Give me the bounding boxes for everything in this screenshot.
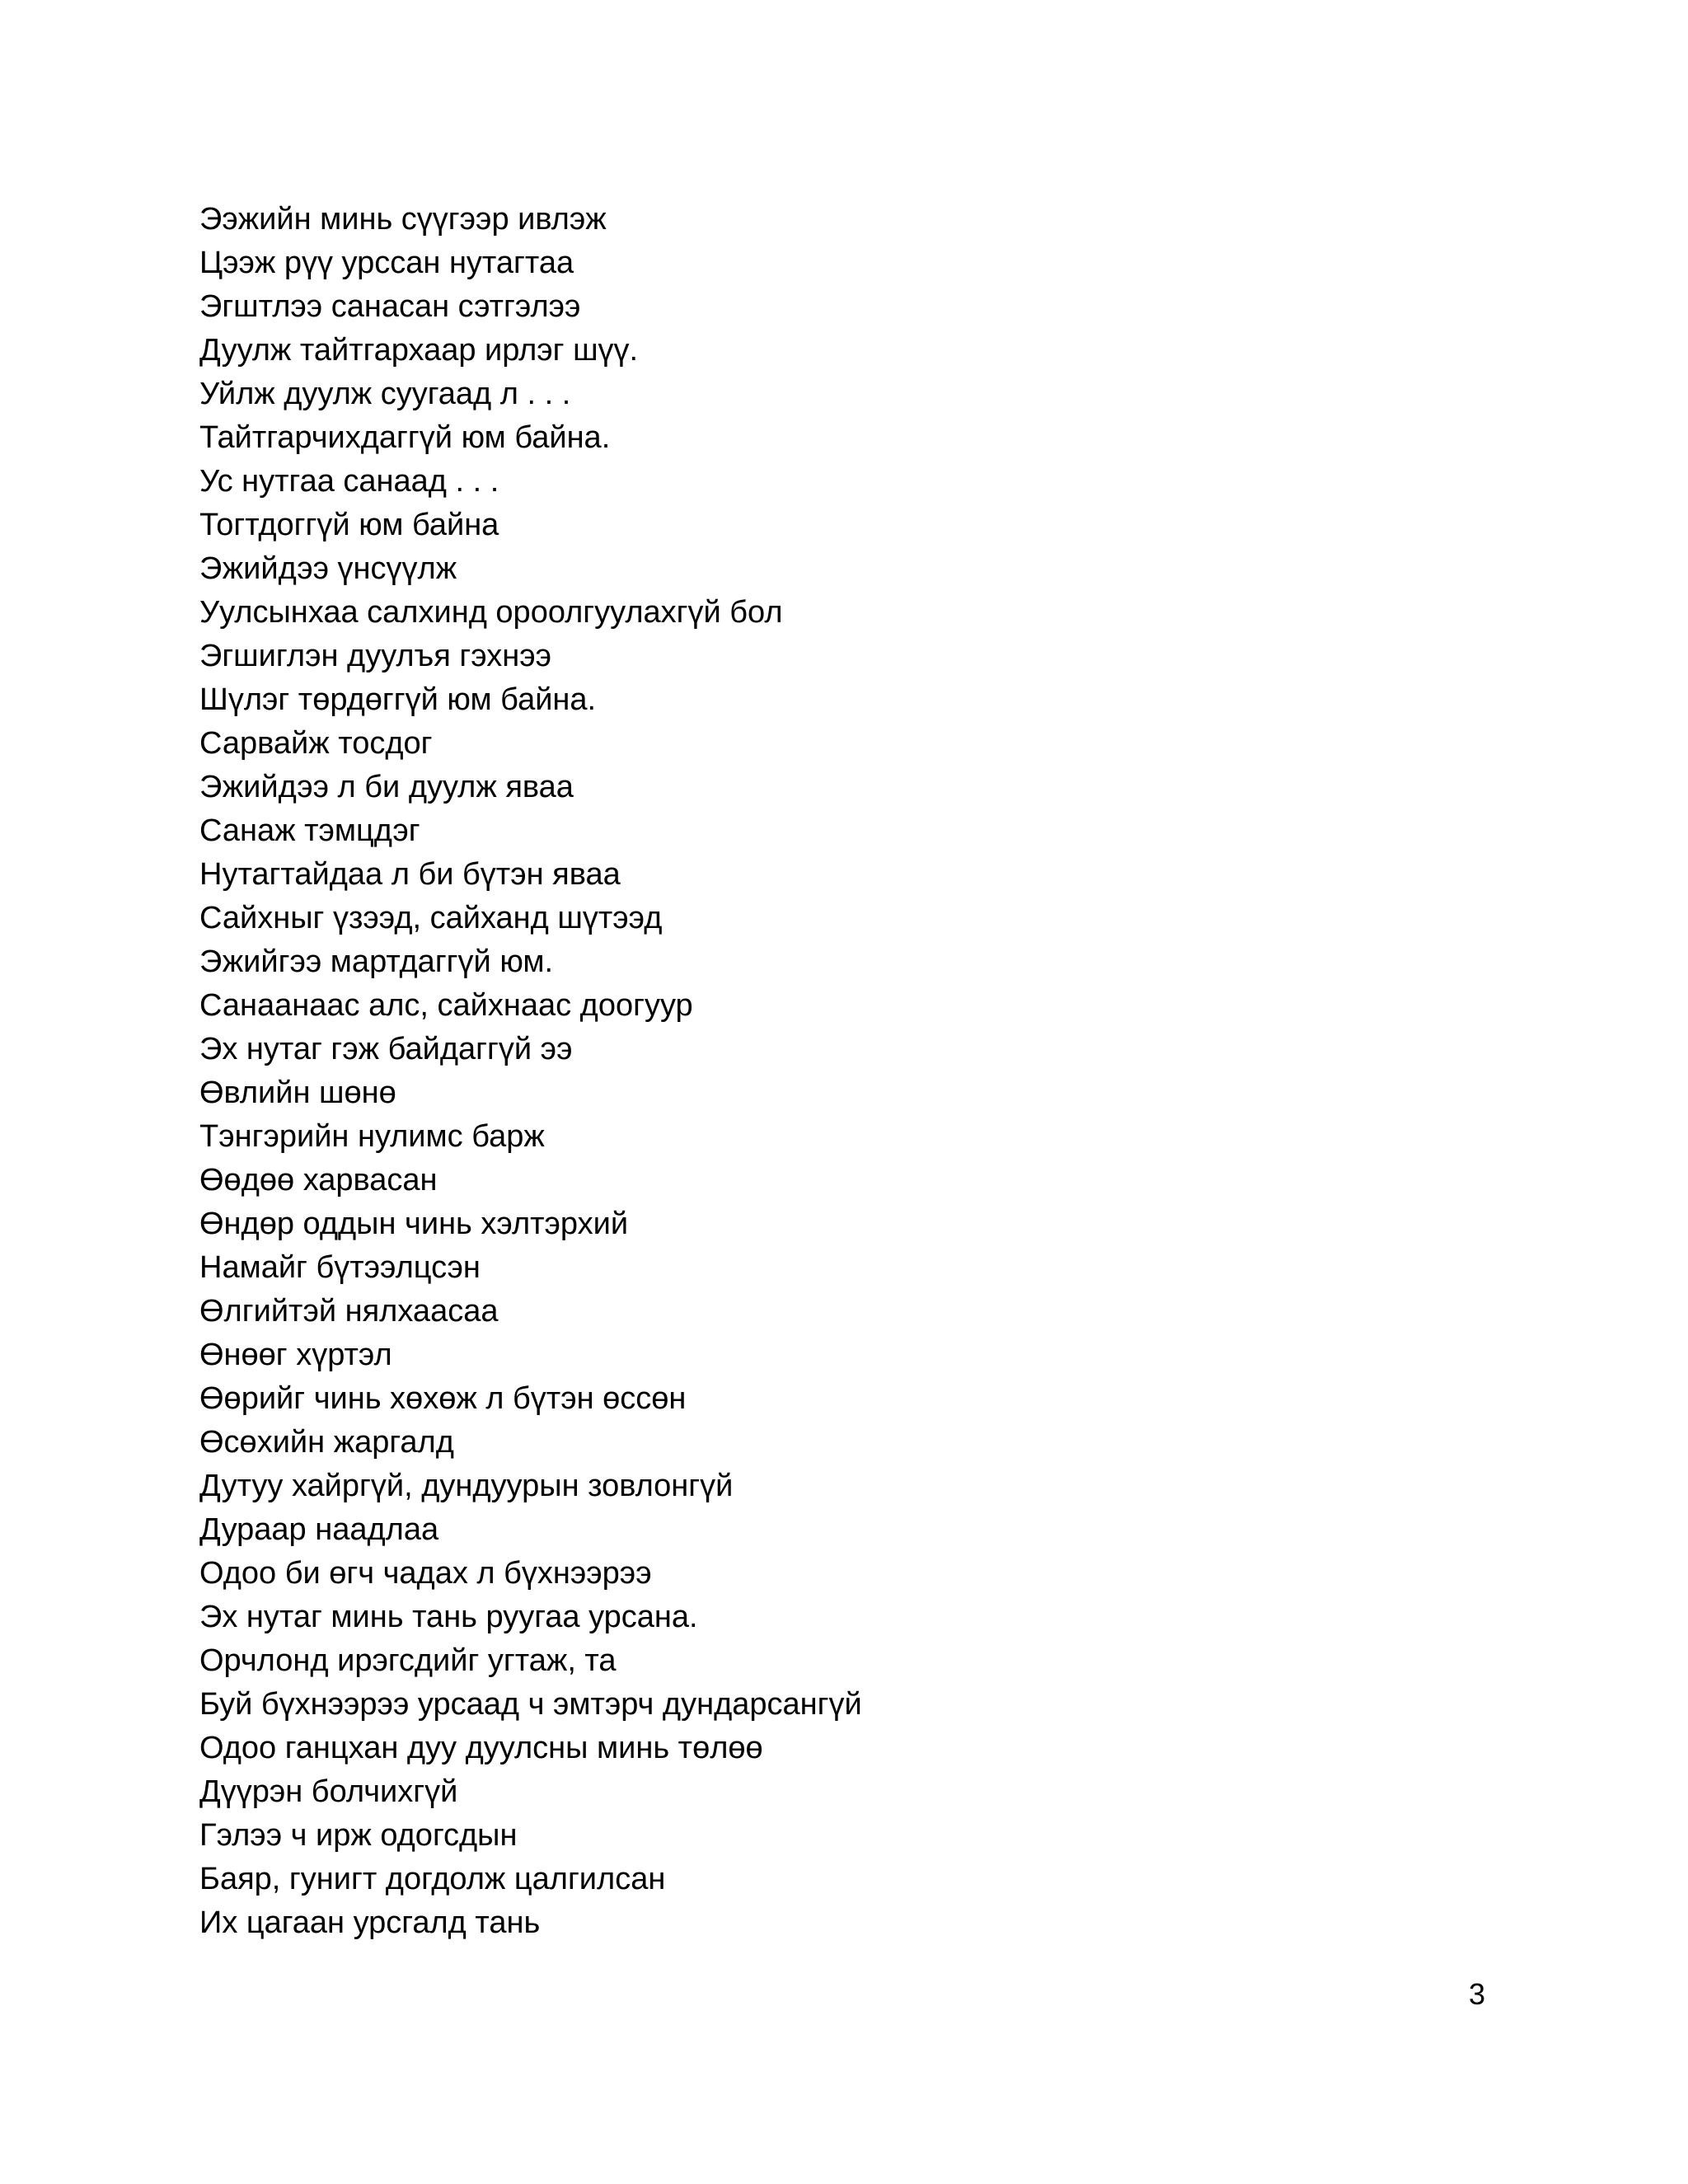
poem-line: Ээжийн минь сүүгээр ивлэж (199, 202, 607, 237)
poem-line: Дураар наадлаа (199, 1512, 439, 1547)
poem-line: Их цагаан урсгалд тань (199, 1905, 541, 1940)
poem-line: Эх нутаг минь тань руугаа урсана. (199, 1600, 698, 1634)
poem-line: Эжийгээ мартдаггүй юм. (199, 944, 554, 979)
poem-line: Буй бүхнээрээ урсаад ч эмтэрч дундарсангүй (199, 1687, 862, 1722)
poem-line: Санаж тэмцдэг (199, 813, 420, 848)
poem-line: Эх нутаг гэж байдаггүй ээ (199, 1032, 573, 1066)
poem-line: Баяр, гунигт догдолж цалгилсан (199, 1862, 666, 1896)
poem-line: Эгшиглэн дуулъя гэхнээ (199, 639, 551, 673)
poem-line: Уйлж дуулж суугаад л . . . (199, 377, 571, 411)
poem-line: Өсөхийн жаргалд (199, 1425, 454, 1460)
poem-line: Гэлээ ч ирж одогсдын (199, 1818, 518, 1853)
poem-line: Цээж рүү урссан нутагтаа (199, 246, 574, 280)
poem-line: Тэнгэрийн нулимс барж (199, 1119, 545, 1154)
poem-line: Эжийдээ үнсүүлж (199, 551, 457, 586)
poem-line: Дутуу хайргүй, дундуурын зовлонгүй (199, 1469, 734, 1503)
poem-line: Шүлэг төрдөггүй юм байна. (199, 682, 597, 717)
poem-line: Өөдөө харвасан (199, 1163, 438, 1197)
poem-line: Одоо ганцхан дуу дуулсны минь төлөө (199, 1731, 763, 1765)
poem-line: Эгштлээ санасан сэтгэлээ (199, 289, 581, 324)
poem-line: Одоо би өгч чадах л бүхнээрээ (199, 1556, 652, 1591)
poem-line: Өнөөг хүртэл (199, 1338, 392, 1372)
poem-line: Орчлонд ирэгсдийг угтаж, та (199, 1643, 617, 1678)
poem-line: Тайтгарчихдаггүй юм байна. (199, 420, 611, 455)
poem-line: Дүүрэн болчихгүй (199, 1774, 458, 1809)
poem-line: Өөрийг чинь хөхөж л бүтэн өссөн (199, 1381, 687, 1416)
poem-line: Нутагтайдаа л би бүтэн яваа (199, 857, 621, 892)
poem-line: Эжийдээ л би дуулж яваа (199, 770, 574, 804)
poem-line: Намайг бүтээлцсэн (199, 1250, 481, 1285)
poem-line: Өндөр оддын чинь хэлтэрхий (199, 1207, 629, 1241)
page-number: 3 (1469, 1977, 1486, 2011)
poem-line: Сарвайж тосдог (199, 726, 433, 761)
poem-line: Өлгийтэй нялхаасаа (199, 1294, 499, 1329)
poem-line: Ус нутгаа санаад . . . (199, 464, 499, 499)
poem-text (199, 198, 862, 1945)
poem-line: Дуулж тайтгархаар ирлэг шүү. (199, 333, 639, 368)
poem-line: Тогтдоггүй юм байна (199, 508, 499, 542)
poem-line: Өвлийн шөнө (199, 1076, 396, 1110)
poem-line: Сайхныг үзээд, сайханд шүтээд (199, 901, 663, 935)
poem-line: Санаанаас алс, сайхнаас доогуур (199, 988, 693, 1023)
poem-line: Уулсынхаа салхинд ороолгуулахгүй бол (199, 595, 783, 630)
